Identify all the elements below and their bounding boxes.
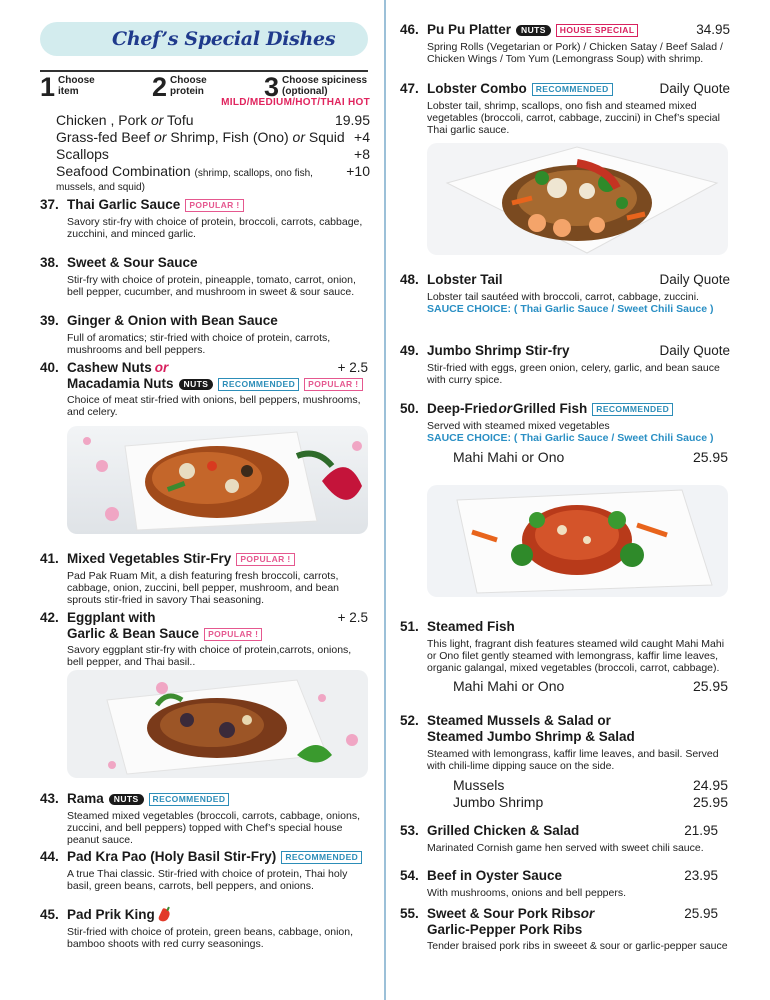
- recommended-badge: RECOMMENDED: [592, 403, 673, 416]
- spicy-pepper-icon: [157, 907, 171, 923]
- nuts-badge: NUTS: [179, 379, 214, 390]
- item-description: Full of aromatics; stir-fried with choice of protein, carrots, mushrooms and bell peppers.: [67, 332, 331, 357]
- item-description: A true Thai classic. Stir-fried with choice of protein, Thai holy basil, green beans, carrots, bell peppers, and onions.: [67, 868, 348, 893]
- menu-item-49: 49. Jumbo Shrimp Stir-fry Daily Quote Stir-fried with eggs, green onion, celery, garlic, and bean sauce with curry spice.: [400, 343, 730, 387]
- item-price: + 2.5: [337, 610, 368, 625]
- item-description: Lobster tail sautéed with broccoli, carrot, cabbage, zuccini.: [427, 291, 699, 303]
- spiciness-options: MILD/MEDIUM/HOT/THAI HOT: [221, 97, 370, 108]
- item-name: Lobster Combo: [427, 81, 527, 96]
- popular-badge: POPULAR !: [185, 199, 243, 212]
- popular-badge: POPULAR !: [236, 553, 294, 566]
- price-option: Mahi Mahi or Ono 25.95: [453, 449, 728, 465]
- item-name: Thai Garlic Sauce: [67, 197, 181, 212]
- item-description: Steamed mixed vegetables (broccoli, carrots, cabbage, onions, zuccini, and bell peppers) topped with Chef’s special house peanut sauce.: [67, 810, 360, 847]
- step-text: Choose item: [58, 75, 95, 97]
- item-description: Lobster tail, shrimp, scallops, ono fish and steamed mixed vegetables (broccoli, carrot, cabbage, zuccini) in Chef’s special Thai garlic sauce.: [427, 100, 720, 137]
- sauce-choice: SAUCE CHOICE: ( Thai Garlic Sauce / Sweet Chili Sauce ): [427, 432, 714, 445]
- step-number: 3: [264, 72, 280, 102]
- item-description: Savory eggplant stir-fry with choice of protein,carrots, onions, bell pepper, and Thai basil..: [67, 644, 352, 669]
- item-name: Garlic & Bean Sauce: [67, 626, 200, 641]
- protein-note: mussels, and squid): [56, 182, 145, 193]
- item-name: Steamed Mussels & Salad or: [427, 713, 611, 728]
- protein-row: Chicken , Pork or Tofu 19.95: [56, 112, 370, 128]
- popular-badge: POPULAR !: [304, 378, 362, 391]
- item-price: 25.95: [684, 906, 718, 921]
- item-price: Daily Quote: [659, 272, 730, 287]
- protein-price: 19.95: [334, 112, 370, 128]
- item-description: With mushrooms, onions and bell peppers.: [427, 887, 627, 899]
- item-description: Pad Pak Ruam Mit, a dish featuring fresh broccoli, carrots, cabbage, onion, zuccini, bell pepper, mushroom, and bean sprouts stir-fried in savory Thai seasoning.: [67, 570, 340, 607]
- item-name: Sweet & Sour Pork Ribs: [427, 906, 581, 921]
- option-price: 25.95: [692, 449, 728, 465]
- menu-item-42: 42. Eggplant with + 2.5 Garlic & Bean Sauce POPULAR ! Savory eggplant stir-fry with choice of protein,carrots, onions, bell pepper, and Thai basil..: [40, 610, 368, 669]
- item-description: Choice of meat stir-fried with onions, bell peppers, mushrooms, and celery.: [67, 394, 361, 419]
- item-price: + 2.5: [337, 360, 368, 375]
- item-description: Tender braised pork ribs in sweeet & sour or garlic-pepper sauce: [427, 940, 728, 952]
- item-name: Rama: [67, 791, 104, 806]
- item-name: Pad Prik King: [67, 907, 155, 922]
- item-description: Marinated Cornish game hen served with sweet chili sauce.: [427, 842, 704, 854]
- item-name: Steamed Jumbo Shrimp & Salad: [427, 729, 635, 744]
- column-divider: [384, 0, 386, 1000]
- recommended-badge: RECOMMENDED: [281, 851, 362, 864]
- option-price: 25.95: [692, 678, 728, 694]
- item-name: Sweet & Sour Sauce: [67, 255, 198, 270]
- recommended-badge: RECOMMENDED: [532, 83, 613, 96]
- item-price: 34.95: [696, 22, 730, 37]
- protein-row: Grass-fed Beef or Shrimp, Fish (Ono) or Squid +4: [56, 129, 370, 145]
- option-price: 24.95: [692, 777, 728, 793]
- item-name: Grilled Chicken & Salad: [427, 823, 580, 838]
- step-text: Choose spiciness (optional): [282, 75, 368, 97]
- price-option: Jumbo Shrimp 25.95: [453, 794, 728, 810]
- recommended-badge: RECOMMENDED: [218, 378, 299, 391]
- menu-item-53: 53. Grilled Chicken & Salad 21.95 Marinated Cornish game hen served with sweet chili sauce.: [400, 823, 718, 854]
- item-name: Macadamia Nuts: [67, 376, 174, 391]
- item-price: Daily Quote: [659, 81, 730, 96]
- popular-badge: POPULAR !: [204, 628, 262, 641]
- dish-photo-lobster-combo: [427, 143, 728, 255]
- menu-item-44: 44. Pad Kra Pao (Holy Basil Stir-Fry) RECOMMENDED A true Thai classic. Stir-fried with choice of protein, Thai holy basil, green beans, carrots, bell peppers, and onions.: [40, 849, 370, 892]
- dish-photo-eggplant: [67, 670, 368, 778]
- item-name: Lobster Tail: [427, 272, 503, 287]
- item-name: Garlic-Pepper Pork Ribs: [427, 922, 583, 937]
- item-description: Served with steamed mixed vegetables: [427, 420, 610, 432]
- option-price: 25.95: [692, 794, 728, 810]
- menu-item-54: 54. Beef in Oyster Sauce 23.95 With mushrooms, onions and bell peppers.: [400, 868, 718, 899]
- protein-price: +8: [354, 146, 370, 162]
- step-1: [40, 74, 95, 100]
- item-price: 23.95: [684, 868, 718, 883]
- nuts-badge: NUTS: [516, 25, 551, 36]
- item-description: Stir-fried with choice of protein, green beans, cabbage, onion, bamboo shoots with red curry seasonings.: [67, 926, 354, 951]
- item-description: Spring Rolls (Vegetarian or Pork) / Chicken Satay / Beef Salad / Chicken Wings / Tom Yum (Lemongrass Soup) with shrimp.: [427, 41, 723, 66]
- protein-price: +10: [346, 163, 370, 179]
- menu-item-47: 47. Lobster Combo RECOMMENDED Daily Quote Lobster tail, shrimp, scallops, ono fish and steamed mixed vegetables (broccoli, carrot, cabbage, zuccini) in Chef’s special Thai garlic sauce.: [400, 81, 730, 137]
- item-price: Daily Quote: [659, 343, 730, 358]
- step-2: [152, 74, 207, 100]
- item-description: Steamed with lemongrass, kaffir lime leaves, and basil. Served with chili-lime dipping sauce on the side.: [427, 748, 719, 773]
- protein-row: Scallops +8: [56, 146, 370, 162]
- item-name: Steamed Fish: [427, 619, 515, 634]
- protein-price: +4: [354, 129, 370, 145]
- protein-row: Seafood Combination (shrimp, scallops, ono fish, +10: [56, 163, 370, 182]
- menu-item-41: 41. Mixed Vegetables Stir-Fry POPULAR ! Pad Pak Ruam Mit, a dish featuring fresh broccoli, carrots, cabbage, onion, zuccini, bell pepper, mushroom, and bean sprouts stir-fried in savory Thai seasoning.: [40, 551, 370, 607]
- item-name: Cashew Nuts: [67, 360, 152, 375]
- menu-item-38: 38. Sweet & Sour Sauce Stir-fry with choice of protein, pineapple, tomato, carrot, onion, bell pepper, cucumber, and mushroom in sweet & sour sauce.: [40, 255, 370, 298]
- menu-item-40: 40. Cashew Nuts or + 2.5 Macadamia Nuts NUTS RECOMMENDED POPULAR ! Choice of meat stir-fried with onions, bell peppers, mushrooms, and celery.: [40, 360, 368, 419]
- item-name: Ginger & Onion with Bean Sauce: [67, 313, 278, 328]
- item-name: Eggplant with: [67, 610, 156, 625]
- item-price: 21.95: [684, 823, 718, 838]
- sauce-choice: SAUCE CHOICE: ( Thai Garlic Sauce / Sweet Chili Sauce ): [427, 303, 714, 316]
- item-description: Stir-fried with eggs, green onion, celery, garlic, and bean sauce with curry spice.: [427, 362, 720, 387]
- item-name: Beef in Oyster Sauce: [427, 868, 563, 883]
- step-text: Choose protein: [170, 75, 207, 97]
- recommended-badge: RECOMMENDED: [149, 793, 230, 806]
- item-name: Pu Pu Platter: [427, 22, 512, 37]
- dish-photo-cashew: [67, 426, 368, 534]
- menu-item-50: 50. Deep-Fried or Grilled Fish RECOMMENDED Served with steamed mixed vegetables SAUCE CHOICE: ( Thai Garlic Sauce / Sweet Chili Sauce ): [400, 401, 730, 444]
- item-description: Stir-fry with choice of protein, pineapple, tomato, carrot, onion, bell pepper, cucumber, and mushroom in sweet & sour sauce.: [67, 274, 356, 299]
- nuts-badge: NUTS: [109, 794, 144, 805]
- menu-item-37: 37. Thai Garlic Sauce POPULAR ! Savory stir-fry with choice of protein, broccoli, carrots, cabbage, zucchini, and minced garlic.: [40, 197, 370, 240]
- menu-item-39: 39. Ginger & Onion with Bean Sauce Full of aromatics; stir-fried with choice of protein, carrots, mushrooms and bell peppers.: [40, 313, 370, 356]
- menu-item-45: 45. Pad Prik King Stir-fried with choice of protein, green beans, cabbage, onion, bamboo shoots with red curry seasonings.: [40, 907, 370, 950]
- menu-item-46: 46. Pu Pu Platter NUTS HOUSE SPECIAL 34.95 Spring Rolls (Vegetarian or Pork) / Chicken Satay / Beef Salad / Chicken Wings / Tom Yum (Lemongrass Soup) with shrimp.: [400, 22, 730, 66]
- item-name: Deep-Fried: [427, 401, 498, 416]
- item-name: Mixed Vegetables Stir-Fry: [67, 551, 232, 566]
- dish-photo-fried-fish: [427, 485, 728, 597]
- menu-item-51: 51. Steamed Fish This light, fragrant dish features steamed wild caught Mahi Mahi or Ono filet gently steamed with lemongrass, kaffir lime leaves, organic galangal, mixed vegetables (broccoli, carrot, cabbage).: [400, 619, 730, 675]
- menu-item-43: 43. Rama NUTS RECOMMENDED Steamed mixed vegetables (broccoli, carrots, cabbage, onions, zuccini, and bell peppers) topped with Chef’s special house peanut sauce.: [40, 791, 370, 847]
- item-description: Savory stir-fry with choice of protein, broccoli, carrots, cabbage, zucchini, and minced garlic.: [67, 216, 363, 241]
- item-name: Pad Kra Pao (Holy Basil Stir-Fry): [67, 849, 277, 864]
- price-option: Mussels 24.95: [453, 777, 728, 793]
- menu-item-48: 48. Lobster Tail Daily Quote Lobster tail sautéed with broccoli, carrot, cabbage, zuccini. SAUCE CHOICE: ( Thai Garlic Sauce / Sweet Chili Sauce ): [400, 272, 730, 316]
- section-title-banner: [40, 22, 368, 56]
- item-description: This light, fragrant dish features steamed wild caught Mahi Mahi or Ono filet gently steamed with lemongrass, kaffir lime leaves, organic galangal, mixed vegetables (broccoli, carrot, cabbage).: [427, 638, 725, 675]
- menu-item-52: 52. Steamed Mussels & Salad or Steamed Jumbo Shrimp & Salad Steamed with lemongrass, kaffir lime leaves, and basil. Served with chili-lime dipping sauce on the side.: [400, 713, 730, 772]
- house-special-badge: HOUSE SPECIAL: [556, 24, 639, 37]
- section-title: Chef’s Special Dishes: [112, 28, 336, 50]
- step-number: 2: [152, 72, 168, 102]
- menu-item-55: 55. Sweet & Sour Pork Ribs or 25.95 Garlic-Pepper Pork Ribs Tender braised pork ribs in sweeet & sour or garlic-pepper sauce: [400, 906, 730, 952]
- item-name: Jumbo Shrimp Stir-fry: [427, 343, 570, 358]
- step-number: 1: [40, 72, 56, 102]
- price-option: Mahi Mahi or Ono 25.95: [453, 678, 728, 694]
